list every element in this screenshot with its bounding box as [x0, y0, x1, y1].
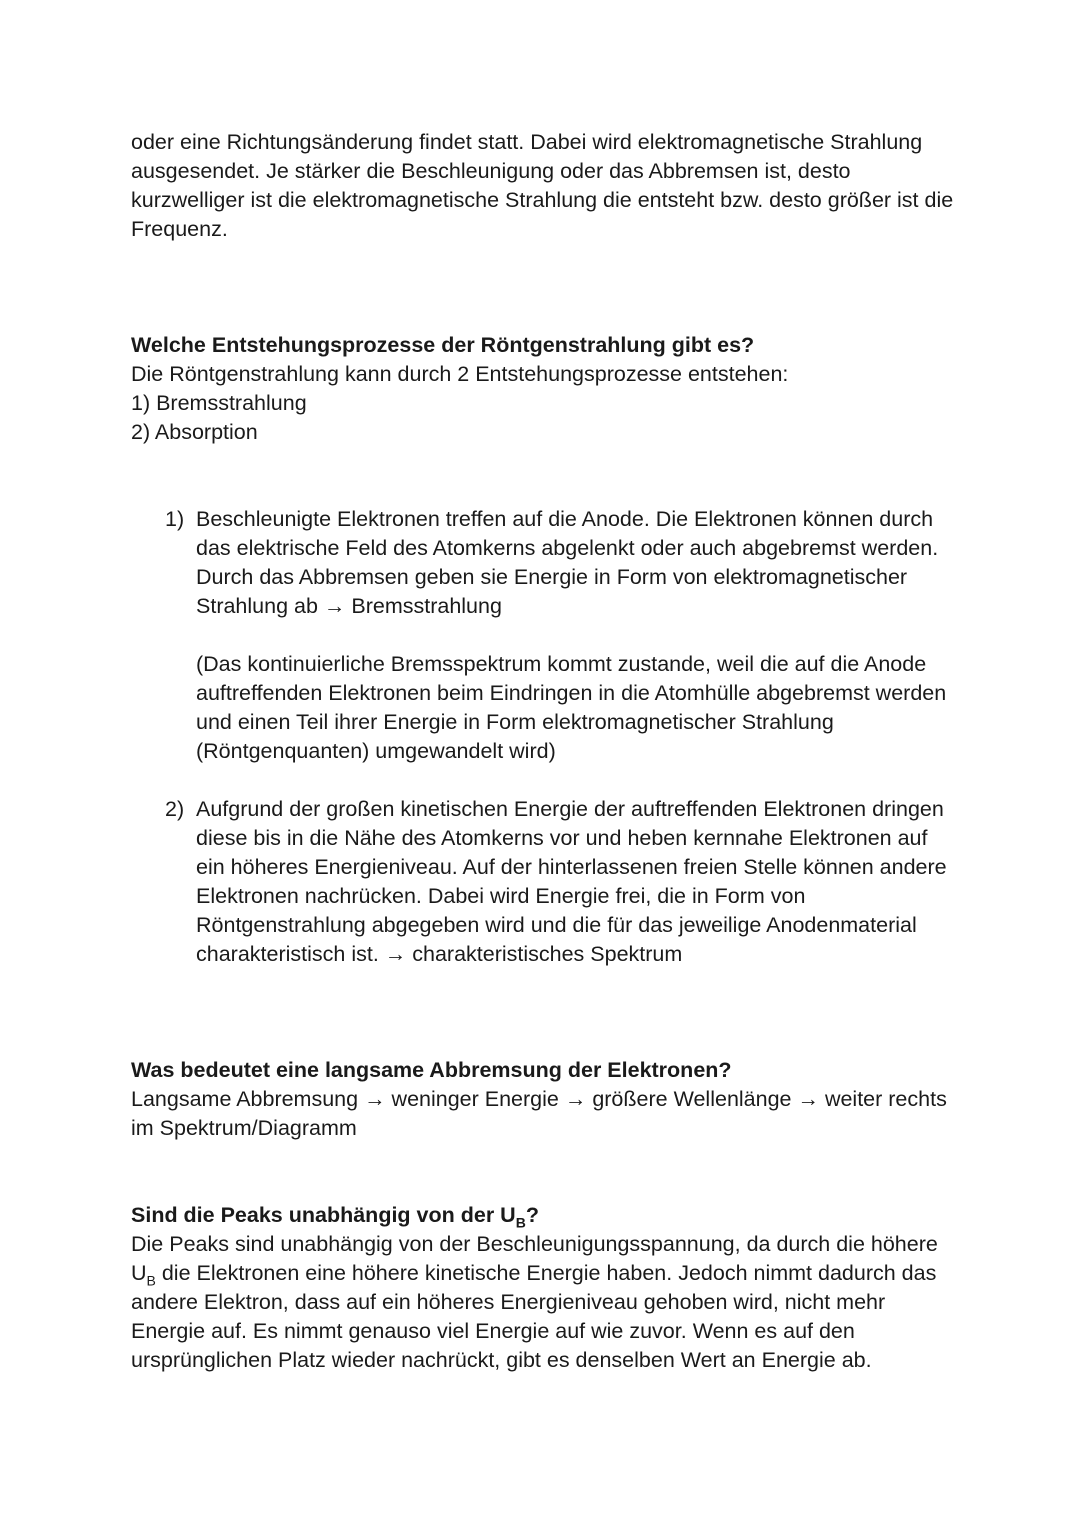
- spacer: [131, 1143, 961, 1201]
- item-number: 1): [165, 507, 185, 531]
- item-number: 2): [165, 797, 185, 821]
- short-list-item-2: 2) Absorption: [131, 420, 258, 444]
- section3-heading: Sind die Peaks unabhängig von der $U_B$?: [131, 1203, 539, 1231]
- short-list-item-1: 1) Bremsstrahlung: [131, 391, 307, 415]
- spacer: [131, 969, 961, 1056]
- section1-heading: Welche Entstehungsprozesse der Röntgenstrahlung gibt es?: [131, 333, 755, 357]
- spacer: [131, 244, 961, 331]
- numbered-item-2: [165, 795, 961, 969]
- item-text: Aufgrund der großen kinetischen Energie der auftreffenden Elektronen dringen diese bis in die Nähe des Atomkerns vor und heben kernnahe Elektronen auf ein höheres Energieniveau. Auf der hinterlassenen freien Stelle können andere Elektronen nachrücken. Dabei wird Energie frei, die in Form von Röntgenstrahlung abgegeben wird und die für das jeweilige Anodenmaterial charakteristisch ist. → charakteristisches Spektrum: [196, 797, 947, 966]
- document-page: [131, 128, 961, 1375]
- numbered-item-1: [165, 505, 961, 766]
- intro-paragraph: oder eine Richtungsänderung findet statt. Dabei wird elektromagnetische Strahlung ausgesendet. Je stärker die Beschleunigung oder das Abbremsen ist, desto kurzwelliger ist die elektromagnetische Strahlung die entsteht bzw. desto größer ist die Frequenz.: [131, 130, 954, 241]
- section2-heading: Was bedeutet eine langsame Abbremsung der Elektronen?: [131, 1058, 732, 1082]
- item-note: (Das kontinuierliche Bremsspektrum kommt zustande, weil die auf die Anode auftreffenden Elektronen beim Eindringen in die Atomhülle abgebremst werden und einen Teil ihrer Energie in Form elektromagnetischer Strahlung (Röntgenquanten) umgewandelt wird): [196, 652, 947, 763]
- section1-intro: Die Röntgenstrahlung kann durch 2 Entstehungsprozesse entstehen:: [131, 362, 789, 386]
- section3-text: Die Peaks sind unabhängig von der Beschleunigungsspannung, da durch die höhere $U_B$ die Elektronen eine höhere kinetische Energie haben. Jedoch nimmt dadurch das andere Elektron, dass auf ein höheres Energieniveau gehoben wird, nicht mehr Energie auf. Es nimmt genauso viel Energie auf wie zuvor. Wenn es auf den ursprünglichen Platz wieder nachrückt, gibt es denselben Wert an Energie ab.: [131, 1232, 938, 1372]
- spacer: [131, 447, 961, 505]
- spacer: [131, 766, 961, 795]
- spacer: [196, 621, 961, 650]
- item-text: Beschleunigte Elektronen treffen auf die Anode. Die Elektronen können durch das elektrische Feld des Atomkerns abgelenkt oder auch abgebremst werden. Durch das Abbremsen geben sie Energie in Form von elektromagnetischer Strahlung ab → Bremsstrahlung: [196, 507, 939, 618]
- section2-text: Langsame Abbremsung → weninger Energie → größere Wellenlänge → weiter rechts im Spektrum/Diagramm: [131, 1087, 947, 1140]
